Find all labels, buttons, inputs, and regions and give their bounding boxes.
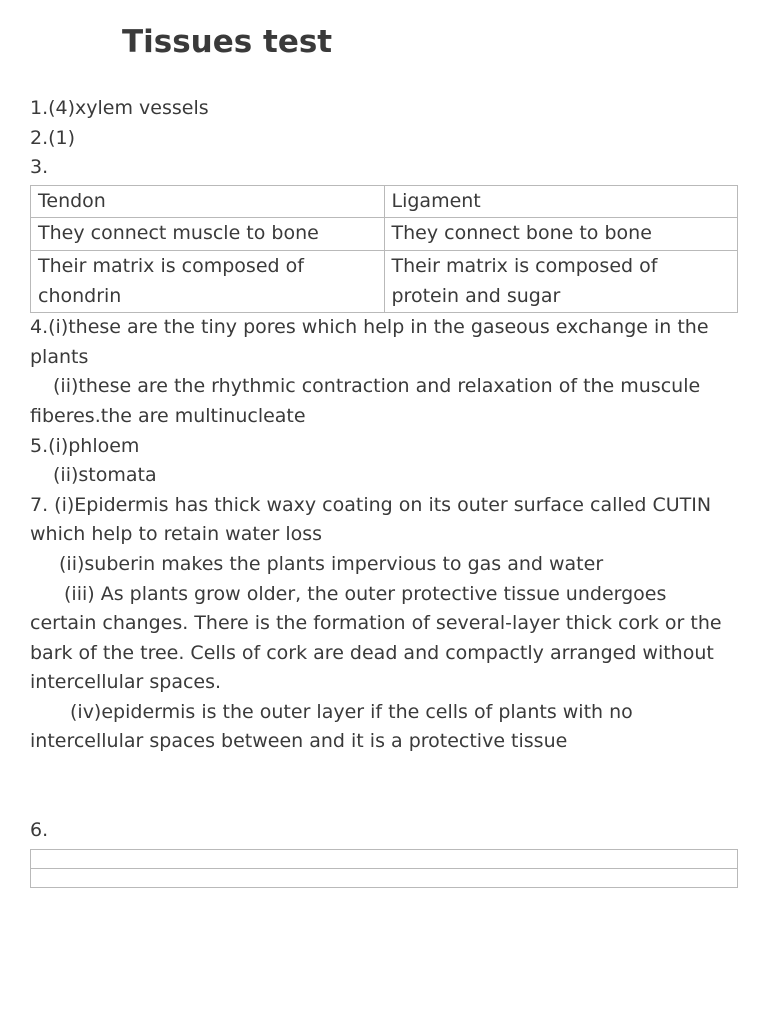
- table-cell: Ligament: [384, 185, 738, 218]
- answer-7-ii: (ii)suberin makes the plants impervious to gas and water: [59, 552, 604, 575]
- table-cell: Tendon: [31, 185, 385, 218]
- empty-table: [30, 849, 738, 888]
- answer-7-iii-line-2: certain changes. There is the formation of several-layer thick cork or the: [30, 612, 722, 635]
- answer-7-iii-line-4: intercellular spaces.: [30, 671, 222, 694]
- answer-7-iv-line-2: intercellular spaces between and it is a protective tissue: [30, 730, 568, 753]
- table-cell: Their matrix is composed of protein and sugar: [384, 250, 738, 312]
- answer-4-ii-line-2: fiberes.the are multinucleate: [30, 404, 306, 427]
- table-row: [31, 250, 738, 312]
- empty-table-row: [31, 849, 738, 868]
- answer-body: [30, 94, 742, 888]
- answer-3-label: 3.: [30, 156, 49, 179]
- table-cell: They connect muscle to bone: [31, 218, 385, 251]
- answer-1: 1.(4)xylem vessels: [30, 97, 209, 119]
- answer-7-i-line-2: which help to retain water loss: [30, 523, 323, 546]
- table-cell: They connect bone to bone: [384, 218, 738, 251]
- blank-space: [30, 757, 742, 816]
- answer-7-iii-line-3: bark of the tree. Cells of cork are dead and compactly arranged without: [30, 641, 714, 664]
- answer-7-iv-line-1: (iv)epidermis is the outer layer if the cells of plants with no: [70, 700, 633, 723]
- empty-table-row: [31, 868, 738, 887]
- answer-5-i: 5.(i)phloem: [30, 434, 140, 457]
- answer-7-i-line-1: 7. (i)Epidermis has thick waxy coating on its outer surface called CUTIN: [30, 493, 712, 516]
- table-row: [31, 218, 738, 251]
- answer-4-i: 4.(i)these are the tiny pores which help in the gaseous exchange in the plants: [30, 316, 709, 368]
- document-title: Tissues test: [122, 24, 333, 60]
- table-row: [31, 185, 738, 218]
- table-cell: [31, 849, 738, 868]
- table-cell: Their matrix is composed of chondrin: [31, 250, 385, 312]
- tendon-ligament-table: [30, 185, 738, 313]
- table-cell: [31, 868, 738, 887]
- answer-4-ii-line-1: (ii)these are the rhythmic contraction and relaxation of the muscule: [53, 375, 701, 398]
- answer-6-label: 6.: [30, 819, 49, 842]
- answer-5-ii: (ii)stomata: [53, 464, 157, 487]
- answer-2: 2.(1): [30, 126, 76, 149]
- answer-7-iii-line-1: (iii) As plants grow older, the outer protective tissue undergoes: [64, 582, 667, 605]
